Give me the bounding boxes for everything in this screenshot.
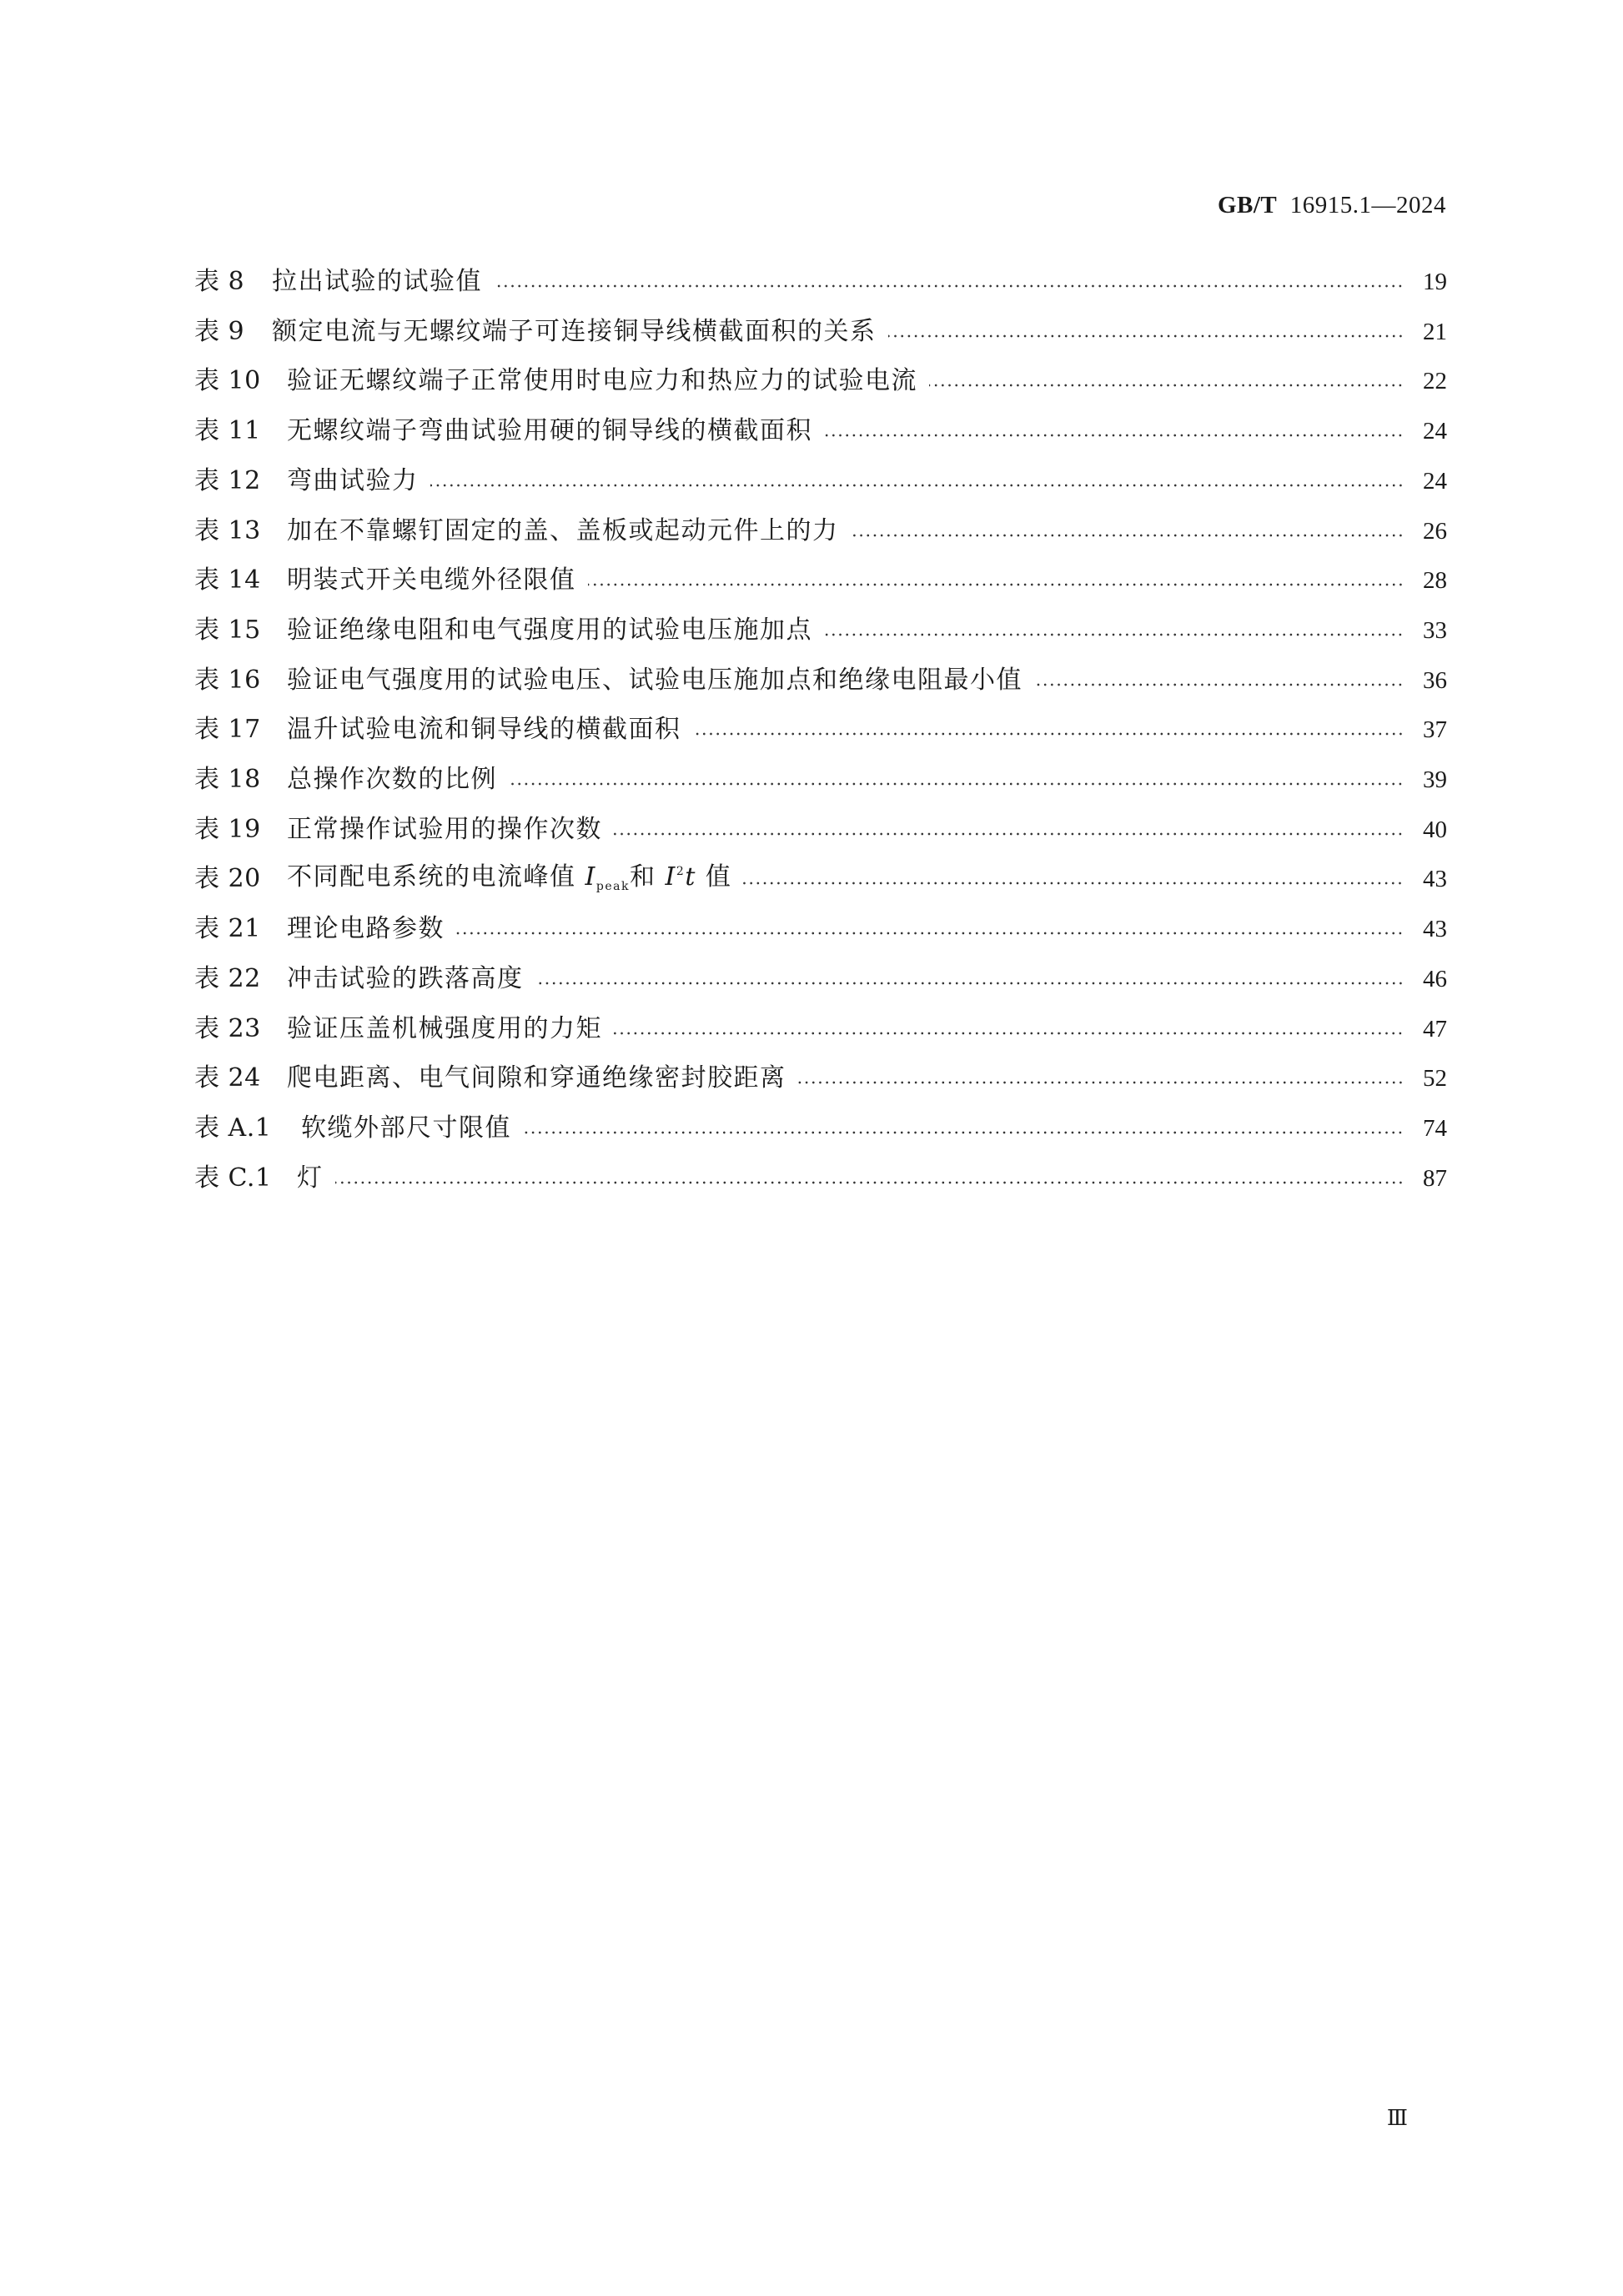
toc-leader-dots xyxy=(824,434,1404,437)
toc-entry[interactable] xyxy=(194,813,1447,847)
toc-page: 19 xyxy=(1423,269,1447,295)
toc-label: 表 15 xyxy=(194,615,261,645)
toc-page: 26 xyxy=(1423,517,1447,545)
toc-title: 验证无螺纹端子正常使用时电应力和热应力的试验电流 xyxy=(287,366,917,396)
toc-page: 37 xyxy=(1423,716,1447,744)
toc-entry[interactable] xyxy=(194,265,1447,299)
toc-entry[interactable] xyxy=(194,862,1447,896)
toc-title: 软缆外部尺寸限值 xyxy=(301,1113,511,1143)
toc-leader-dots xyxy=(798,1081,1404,1084)
toc-page: 52 xyxy=(1423,1065,1447,1093)
toc-entry[interactable] xyxy=(194,414,1447,448)
toc-leader-dots xyxy=(456,932,1404,935)
toc-label: 表 14 xyxy=(194,565,261,595)
time-symbol: t xyxy=(685,862,696,892)
toc-title: 爬电距离、电气间隙和穿通绝缘密封胶距离 xyxy=(287,1063,786,1093)
toc-leader-dots xyxy=(335,1181,1404,1184)
toc-title: 额定电流与无螺纹端子可连接铜导线横截面积的关系 xyxy=(272,316,877,346)
toc-page: 43 xyxy=(1423,866,1447,893)
toc-leader-dots xyxy=(693,732,1404,736)
toc-label: 表 21 xyxy=(194,914,261,944)
toc-leader-dots xyxy=(588,583,1404,586)
toc-entry[interactable] xyxy=(194,465,1447,498)
toc-title: 正常操作试验用的操作次数 xyxy=(287,814,602,844)
standard-number: 16915.1—2024 xyxy=(1289,192,1446,219)
toc-entry[interactable] xyxy=(194,364,1447,398)
toc-entry[interactable] xyxy=(194,614,1447,647)
toc-entry[interactable] xyxy=(194,315,1447,349)
toc-entry[interactable] xyxy=(194,1112,1447,1145)
toc-label: 表 A.1 xyxy=(194,1113,272,1143)
document-code xyxy=(1218,192,1446,219)
toc-label: 表 11 xyxy=(194,416,261,446)
toc-leader-dots xyxy=(614,832,1404,836)
toc-entry[interactable] xyxy=(194,1162,1447,1195)
toc-label: 表 10 xyxy=(194,366,261,396)
toc-entry[interactable] xyxy=(194,664,1447,697)
toc-title: 理论电路参数 xyxy=(287,914,445,944)
toc-title: 冲击试验的跌落高度 xyxy=(287,963,524,993)
toc-page: 24 xyxy=(1423,418,1447,445)
current-symbol-squared: I xyxy=(665,862,676,892)
toc-page: 33 xyxy=(1423,616,1447,644)
toc-page: 21 xyxy=(1423,318,1447,345)
toc-title: 验证压盖机械强度用的力矩 xyxy=(287,1013,602,1043)
toc-label: 表 19 xyxy=(194,814,261,844)
toc-leader-dots xyxy=(509,782,1404,786)
toc-title: 灯 xyxy=(297,1163,324,1193)
toc-page: 43 xyxy=(1423,916,1447,943)
toc-leader-dots xyxy=(494,284,1404,288)
toc-title: 明装式开关电缆外径限值 xyxy=(287,565,576,595)
toc-title-mid: 和 xyxy=(629,862,666,892)
toc-leader-dots xyxy=(929,384,1404,387)
toc-leader-dots xyxy=(523,1131,1404,1134)
toc-title: 温升试验电流和铜导线的横截面积 xyxy=(287,715,681,745)
toc-page: 40 xyxy=(1423,816,1447,843)
toc-title: 加在不靠螺钉固定的盖、盖板或起动元件上的力 xyxy=(287,515,839,545)
toc-title: 无螺纹端子弯曲试验用硬的铜导线的横截面积 xyxy=(287,416,812,446)
toc-title: 验证电气强度用的试验电压、试验电压施加点和绝缘电阻最小值 xyxy=(287,665,1023,695)
page-number: Ⅲ xyxy=(1386,2106,1408,2130)
toc-label: 表 13 xyxy=(194,515,261,545)
toc-page: 39 xyxy=(1423,766,1447,793)
toc-leader-dots xyxy=(430,484,1404,487)
toc-entry[interactable] xyxy=(194,1062,1447,1095)
toc-leader-dots xyxy=(1034,683,1404,686)
toc-entry[interactable] xyxy=(194,713,1447,746)
toc-entry[interactable] xyxy=(194,515,1447,548)
toc-entry[interactable] xyxy=(194,912,1447,946)
toc-label: 表 24 xyxy=(194,1063,261,1093)
toc-leader-dots xyxy=(851,534,1404,537)
toc-page: 74 xyxy=(1423,1114,1447,1142)
toc-label: 表 C.1 xyxy=(194,1163,272,1193)
toc-label: 表 22 xyxy=(194,963,261,993)
squared-superscript: 2 xyxy=(676,865,686,879)
toc-title-suffix: 值 xyxy=(696,862,732,892)
toc-page: 87 xyxy=(1423,1164,1447,1192)
current-symbol: I xyxy=(585,862,596,892)
toc-label: 表 9 xyxy=(194,316,245,346)
toc-page: 28 xyxy=(1423,567,1447,595)
toc-leader-dots xyxy=(535,982,1404,985)
toc-page: 46 xyxy=(1423,965,1447,992)
toc-label: 表 8 xyxy=(194,267,245,296)
toc-entry[interactable] xyxy=(194,763,1447,796)
toc-leader-dots xyxy=(888,334,1404,338)
toc-entry[interactable] xyxy=(194,1012,1447,1046)
toc-title: 弯曲试验力 xyxy=(287,465,419,495)
toc-label: 表 20 xyxy=(194,864,261,894)
toc-title-prefix: 不同配电系统的电流峰值 xyxy=(287,862,585,892)
toc-entry[interactable] xyxy=(194,564,1447,597)
toc-leader-dots xyxy=(743,882,1404,885)
toc-title: 验证绝缘电阻和电气强度用的试验电压施加点 xyxy=(287,615,812,645)
toc-page: 22 xyxy=(1423,368,1447,395)
peak-subscript: peak xyxy=(595,880,630,894)
toc-label: 表 18 xyxy=(194,765,261,794)
toc-leader-dots xyxy=(824,633,1404,636)
toc-label: 表 12 xyxy=(194,465,261,495)
toc-label: 表 23 xyxy=(194,1013,261,1043)
toc-page: 24 xyxy=(1423,467,1447,495)
standard-prefix: GB/T xyxy=(1217,192,1278,219)
toc-entry[interactable] xyxy=(194,962,1447,996)
toc-page: 36 xyxy=(1423,666,1447,694)
toc-title: 总操作次数的比例 xyxy=(287,765,497,794)
toc-label: 表 17 xyxy=(194,715,261,745)
toc-title xyxy=(287,855,731,903)
toc-page: 47 xyxy=(1423,1015,1447,1042)
toc-label: 表 16 xyxy=(194,665,261,695)
toc-title: 拉出试验的试验值 xyxy=(272,267,482,296)
toc-leader-dots xyxy=(614,1032,1404,1035)
